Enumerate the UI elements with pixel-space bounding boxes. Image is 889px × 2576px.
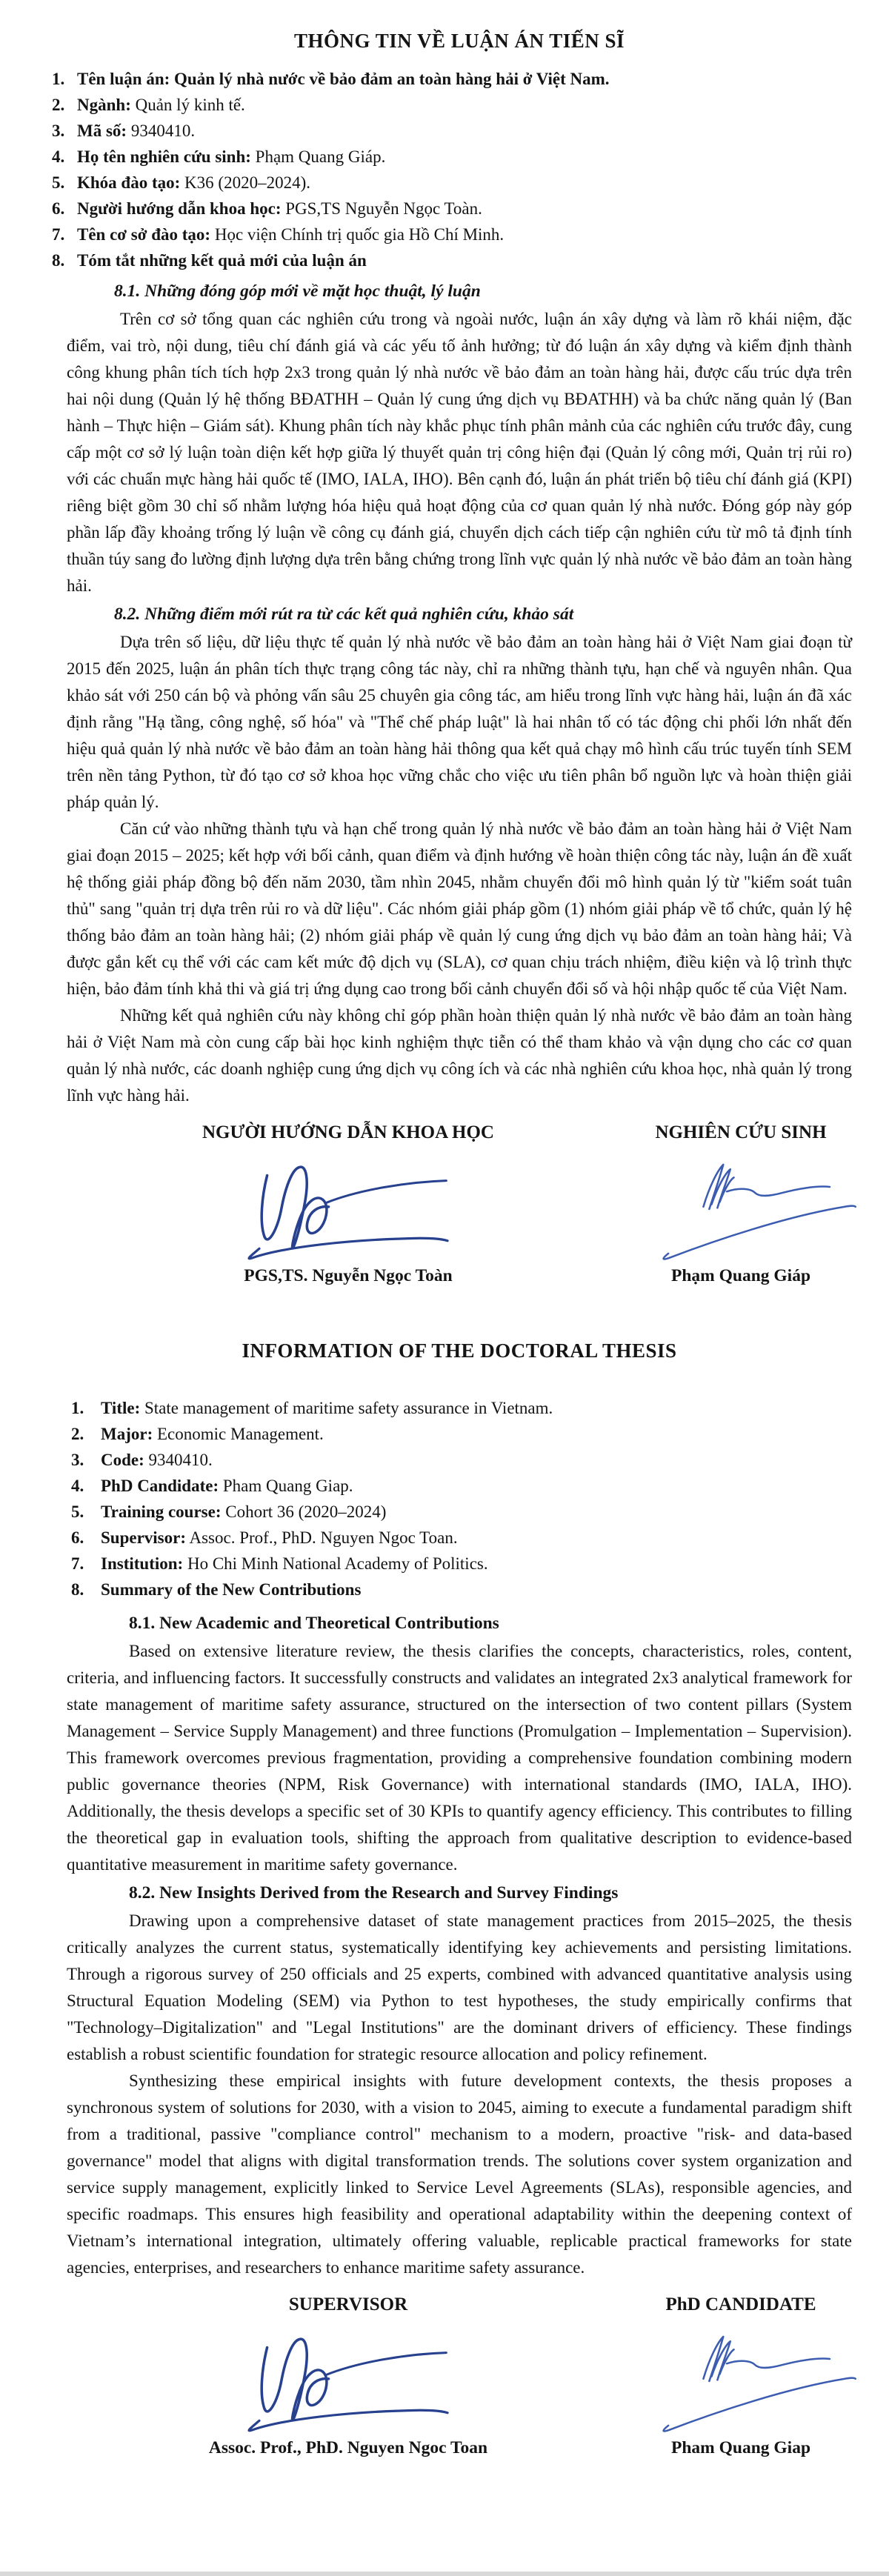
page-title-en: INFORMATION OF THE DOCTORAL THESIS: [242, 1339, 677, 1362]
section-heading-8-2-en: 8.2. New Insights Derived from the Research and Survey Findings: [129, 1883, 619, 1903]
list-item: [52, 222, 852, 247]
item-number: 2.: [52, 96, 65, 114]
item-value: PGS,TS Nguyễn Ngọc Toàn.: [285, 199, 482, 218]
list-item: [52, 92, 852, 118]
item-label: Tóm tắt những kết quả mới của luận án: [77, 251, 367, 270]
paragraph-8-2a-en: Drawing upon a comprehensive dataset of state management practices from 2015–2025, the thesis critically analyzes the current status, systematically identifying key achievements and persisting limitations. Through a rigorous survey of 250 officials and 25 experts, combined with advanced quantitative analysis using Structural Equation Modeling (SEM) via Python to test hypotheses, the study empirically confirms that "Technology–Digitalization" and "Legal Institutions" are the dominant drivers of efficiency. These findings establish a robust scientific foundation for strategic resource allocation and policy refinement.: [67, 1911, 852, 2063]
item-value: Economic Management.: [157, 1425, 324, 1443]
supervisor-role-title: SUPERVISOR: [288, 2294, 408, 2314]
paragraph-8-2a-vi: Dựa trên số liệu, dữ liệu thực tế quản lý nhà nước về bảo đảm an toàn hàng hải ở Việt Nam giai đoạn từ 2015 đến 2025, luận án phân tích thực trạng công tác này, chỉ ra những thành tựu, hạn chế và nguyên nhân. Qua khảo sát với 250 cán bộ và phỏng vấn sâu 25 chuyên gia công tác, am hiểu trong lĩnh vực hàng hải, luận án đã xác định rằng "Hạ tầng, công nghệ, số hóa" và "Thể chế pháp luật" là hai nhân tố có tác động chi phối lớn nhất đến hiệu quả quản lý nhà nước về bảo đảm an toàn hàng hải thông qua kết quả chạy mô hình cấu trúc tuyến tính SEM trên nền tảng Python, từ đó tạo cơ sở khoa học vững chắc cho việc ưu tiên phân bổ nguồn lực và hoàn thiện giải pháp quản lý.: [67, 633, 852, 811]
supervisor-signature: [193, 2323, 504, 2434]
item-value: 9340410.: [130, 122, 196, 140]
signature-block-en: [67, 2293, 852, 2458]
candidate-name: Pham Quang Giap: [670, 2438, 811, 2457]
page-title-vi: THÔNG TIN VỀ LUẬN ÁN TIẾN SĨ: [293, 30, 625, 52]
candidate-signature: [585, 1151, 889, 1262]
thesis-info-list-vi: [52, 66, 852, 273]
item-label: Khóa đào tạo:: [77, 173, 181, 192]
item-value: Ho Chi Minh National Academy of Politics.: [187, 1554, 488, 1573]
item-number: 8.: [71, 1580, 84, 1599]
item-value: State management of maritime safety assurance in Vietnam.: [144, 1399, 553, 1417]
supervisor-signature-column: [193, 1121, 504, 1286]
item-label: Tên luận án:: [77, 70, 170, 88]
item-label: Training course:: [101, 1502, 222, 1521]
paragraph-8-1-vi: Trên cơ sở tổng quan các nghiên cứu trong và ngoài nước, luận án xây dựng và làm rõ khái niệm, đặc điểm, vai trò, nội dung, tiêu chí đánh giá và các yếu tố ảnh hưởng; từ đó luận án xây dựng và kiểm định thành công khung phân tích tích hợp 2x3 trong quản lý nhà nước về bảo đảm an toàn hàng hải, được cấu trúc dựa trên hai nội dung (Quản lý hệ thống BĐATHH – Quản lý cung ứng dịch vụ BĐATHH) và ba chức năng quản lý (Ban hành – Thực hiện – Giám sát). Khung phân tích này khắc phục tính phân mảnh của các nghiên cứu trước đây, cung cấp một cơ sở lý luận toàn diện kết hợp giữa lý thuyết quản trị công hiện đại (Quản lý công mới, Quản trị rủi ro) với các chuẩn mực hàng hải quốc tế (IMO, IALA, IHO). Bên cạnh đó, luận án phát triển bộ tiêu chí đánh giá (KPI) riêng biệt gồm 30 chỉ số nhằm lượng hóa hiệu quả hoạt động của cơ quan quản lý nhà nước. Đóng góp này góp phần lấp đầy khoảng trống lý luận về công cụ đánh giá, chuyển dịch cách tiếp cận nghiên cứu từ mô tả định tính thuần túy sang đo lường định lượng dựa trên bằng chứng trong lĩnh vực quản lý nhà nước về bảo đảm an toàn hàng hải.: [67, 310, 852, 595]
thesis-info-list-en: [67, 1395, 852, 1602]
scan-edge-artifact: [0, 2572, 889, 2576]
candidate-name: Phạm Quang Giáp: [670, 1266, 811, 1285]
item-value: Cohort 36 (2020–2024): [225, 1502, 387, 1521]
item-number: 3.: [71, 1451, 84, 1469]
vietnamese-section: [52, 30, 852, 1286]
item-label: Institution:: [101, 1554, 184, 1573]
signature-block-vi: [67, 1121, 852, 1286]
item-label: Người hướng dẫn khoa học:: [77, 199, 282, 218]
item-number: 4.: [71, 1477, 84, 1495]
candidate-role-title: PhD CANDIDATE: [665, 2294, 816, 2314]
item-number: 8.: [52, 251, 65, 270]
list-item: [52, 66, 852, 92]
item-number: 1.: [71, 1399, 84, 1417]
paragraph-8-2b-en: Synthesizing these empirical insights with future development contexts, the thesis proposes a synchronous system of solutions for 2030, with a vision to 2045, aiming to execute a fundamental paradigm shift from a traditional, passive "compliance control" mechanism to a modern, proactive "risk- and data-based governance" model that aligns with digital transformation trends. The solutions cover system organization and service supply management, explicitly linked to Service Level Agreements (SLAs), responsible agencies, and specific roadmaps. This ensures high feasibility and operational adaptability within the deepening context of Vietnam’s international integration, ultimately offering valuable, replicable practical frameworks for state agencies, enterprises, and researchers to enhance maritime safety assurance.: [67, 2071, 852, 2277]
supervisor-signature: [193, 1151, 504, 1262]
item-number: 3.: [52, 122, 65, 140]
item-label: Code:: [101, 1451, 144, 1469]
supervisor-role-title: NGƯỜI HƯỚNG DẪN KHOA HỌC: [202, 1122, 494, 1142]
list-item: [67, 1421, 852, 1447]
section-heading-8-1-en: 8.1. New Academic and Theoretical Contributions: [129, 1614, 499, 1633]
paragraph-8-1-en: Based on extensive literature review, the thesis clarifies the concepts, characteristics, roles, content, criteria, and influencing factors. It successfully constructs and validates an integrated 2x3 analytical framework for state management of maritime safety assurance, structured on the intersection of two content pillars (System Management – Service Supply Management) and three functions (Promulgation – Implementation – Supervision). This framework overcomes previous fragmentation, providing a comprehensive foundation combining modern public governance theories (NPM, Risk Governance) with international standards (IMO, IALA, IHO). Additionally, the thesis develops a specific set of 30 KPIs to quantify agency efficiency. This contributes to filling the theoretical gap in evaluation tools, shifting the approach from qualitative description to evidence-based quantitative measurement in maritime safety governance.: [67, 1642, 852, 1874]
paragraph-8-2b-vi: Căn cứ vào những thành tựu và hạn chế trong quản lý nhà nước về bảo đảm an toàn hàng hải ở Việt Nam giai đoạn 2015 – 2025; kết hợp với bối cảnh, quan điểm và định hướng về hoàn thiện công tác này, luận án đề xuất hệ thống giải pháp đồng bộ đến năm 2030, tầm nhìn 2045, nhằm chuyển đổi mô hình quản lý từ "kiểm soát tuân thủ" sang "quản trị dựa trên rủi ro và dữ liệu". Các nhóm giải pháp gồm (1) nhóm giải pháp về tổ chức, quản lý hệ thống bảo đảm an toàn hàng hải; (2) nhóm giải pháp về quản lý cung ứng dịch vụ bảo đảm an toàn hàng hải; Và được gắn kết cụ thể với các cam kết mức độ dịch vụ (SLA), cơ quan chịu trách nhiệm, điều kiện và lộ trình thực hiện, bảo đảm tính khả thi và giá trị ứng dụng cao trong bối cảnh chuyển đổi số và hội nhập quốc tế của Việt Nam.: [67, 819, 852, 998]
item-number: 7.: [71, 1554, 84, 1573]
supervisor-signature-column: [193, 2293, 504, 2458]
list-item: [67, 1577, 852, 1602]
list-item: [67, 1395, 852, 1421]
candidate-role-title: NGHIÊN CỨU SINH: [655, 1122, 827, 1142]
item-value: Quản lý kinh tế.: [135, 96, 245, 114]
section-heading-8-2-vi: 8.2. Những điểm mới rút ra từ các kết quả nghiên cứu, khảo sát: [114, 605, 574, 624]
item-label: Ngành:: [77, 96, 131, 114]
item-number: 4.: [52, 147, 65, 166]
list-item: [67, 1525, 852, 1551]
item-label: Summary of the New Contributions: [101, 1580, 362, 1599]
paragraph-8-2c-vi: Những kết quả nghiên cứu này không chỉ góp phần hoàn thiện quản lý nhà nước về bảo đảm an toàn hàng hải ở Việt Nam mà còn cung cấp bài học kinh nghiệm thực tiễn có thể tham khảo và vận dụng cho các cơ quan quản lý nhà nước, các doanh nghiệp cung ứng dịch vụ công ích và các nhà nghiên cứu khoa học, nhà quản lý trong lĩnh vực hàng hải.: [67, 1006, 852, 1105]
item-value: Phạm Quang Giáp.: [255, 147, 386, 166]
item-label: PhD Candidate:: [101, 1477, 219, 1495]
item-label: Major:: [101, 1425, 153, 1443]
english-section: [67, 1339, 852, 2458]
list-item: [52, 247, 852, 273]
list-item: [52, 196, 852, 222]
item-value: Học viện Chính trị quốc gia Hồ Chí Minh.: [214, 225, 505, 244]
item-number: 2.: [71, 1425, 84, 1443]
item-value: Pham Quang Giap.: [222, 1477, 353, 1495]
item-number: 7.: [52, 225, 65, 244]
candidate-signature-column: [585, 2293, 889, 2458]
list-item: [67, 1447, 852, 1473]
item-value: 9340410.: [148, 1451, 213, 1469]
item-label: Title:: [101, 1399, 141, 1417]
list-item: [67, 1473, 852, 1499]
candidate-signature-column: [585, 1121, 889, 1286]
list-item: [52, 118, 852, 144]
item-number: 5.: [71, 1502, 84, 1521]
item-label: Họ tên nghiên cứu sinh:: [77, 147, 251, 166]
list-item: [67, 1551, 852, 1577]
item-label: Supervisor:: [101, 1528, 186, 1547]
item-value: Assoc. Prof., PhD. Nguyen Ngoc Toan.: [189, 1528, 458, 1547]
item-label: Tên cơ sở đào tạo:: [77, 225, 211, 244]
item-number: 5.: [52, 173, 65, 192]
list-item: [52, 144, 852, 170]
list-item: [52, 170, 852, 196]
supervisor-name: Assoc. Prof., PhD. Nguyen Ngoc Toan: [208, 2438, 488, 2457]
item-number: 6.: [52, 199, 65, 218]
supervisor-name: PGS,TS. Nguyễn Ngọc Toàn: [244, 1266, 453, 1285]
item-value: K36 (2020–2024).: [184, 173, 310, 192]
candidate-signature: [585, 2323, 889, 2434]
section-heading-8-1-vi: 8.1. Những đóng góp mới về mặt học thuật, lý luận: [114, 282, 481, 301]
list-item: [67, 1499, 852, 1525]
item-number: 6.: [71, 1528, 84, 1547]
item-number: 1.: [52, 70, 65, 88]
item-label: Mã số:: [77, 122, 127, 140]
item-value: Quản lý nhà nước về bảo đảm an toàn hàng hải ở Việt Nam.: [174, 70, 610, 88]
